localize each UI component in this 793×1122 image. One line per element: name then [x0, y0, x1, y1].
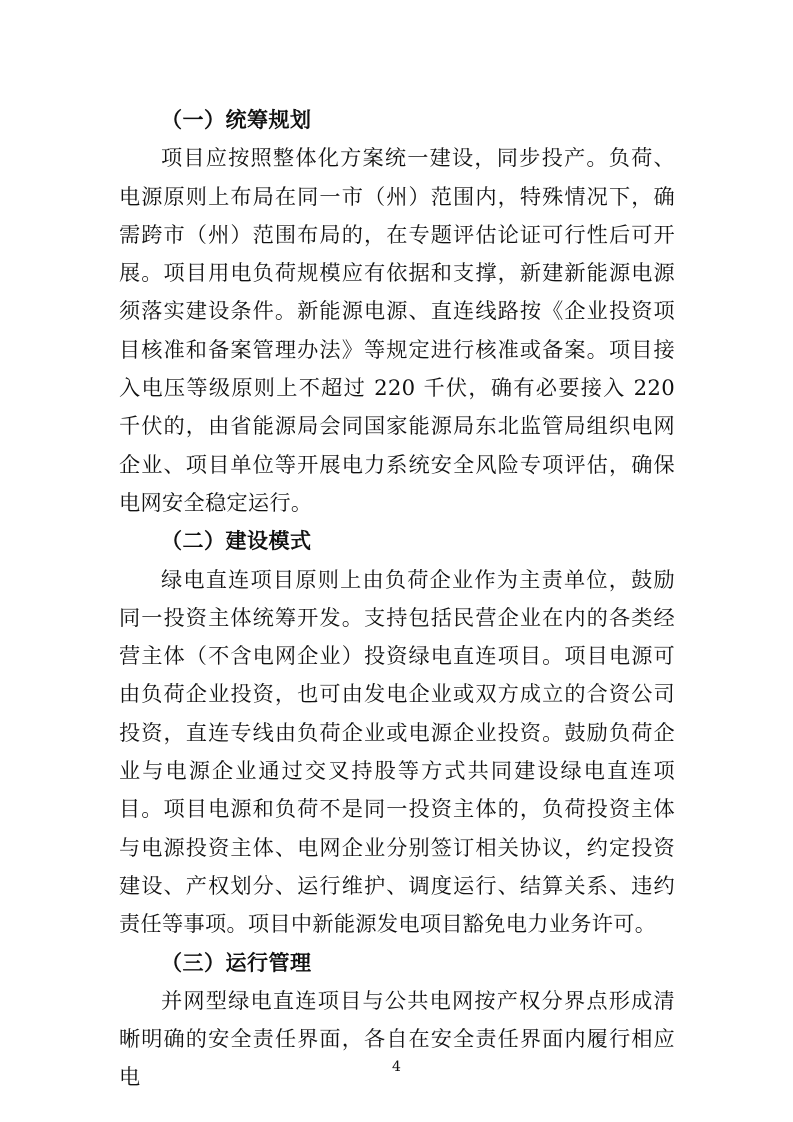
document-body [119, 101, 675, 1097]
section-paragraph-2: 绿电直连项目原则上由负荷企业作为主责单位，鼓励同一投资主体统筹开发。支持包括民营企业在内的各类经营主体（不含电网企业）投资绿电直连项目。项目电源可由负荷企业投资，也可由发电企业或双方成立的合资公司投资，直连专线由负荷企业或电源企业投资。鼓励负荷企业与电源企业通过交叉持股等方式共同建设绿电直连项目。项目电源和负荷不是同一投资主体的，负荷投资主体与电源投资主体、电网企业分别签订相关协议，约定投资建设、产权划分、运行维护、调度运行、结算关系、违约责任等事项。项目中新能源发电项目豁免电力业务许可。 [119, 566, 675, 937]
section-heading-2: （二）建设模式 [161, 529, 312, 554]
page-number: 4 [392, 1059, 401, 1075]
section-heading-3: （三）运行管理 [161, 950, 312, 975]
section-paragraph-1: 项目应按照整体化方案统一建设，同步投产。负荷、电源原则上布局在同一市（州）范围内，特殊情况下，确需跨市（州）范围布局的，在专题评估论证可行性后可开展。项目用电负荷规模应有依据和支撑，新建新能源电源须落实建设条件。新能源电源、直连线路按《企业投资项目核准和备案管理办法》等规定进行核准或备案。项目接入电压等级原则上不超过 220 千伏，确有必要接入 220 千伏的，由省能源局会同国家能源局东北监管局组织电网企业、项目单位等开展电力系统安全风险专项评估，确保电网安全稳定运行。 [119, 145, 675, 515]
section-heading-1: （一）统筹规划 [161, 108, 312, 132]
section-paragraph-3: 并网型绿电直连项目与公共电网按产权分界点形成清晰明确的安全责任界面，各自在安全责任界面内履行相应电 [119, 987, 675, 1090]
